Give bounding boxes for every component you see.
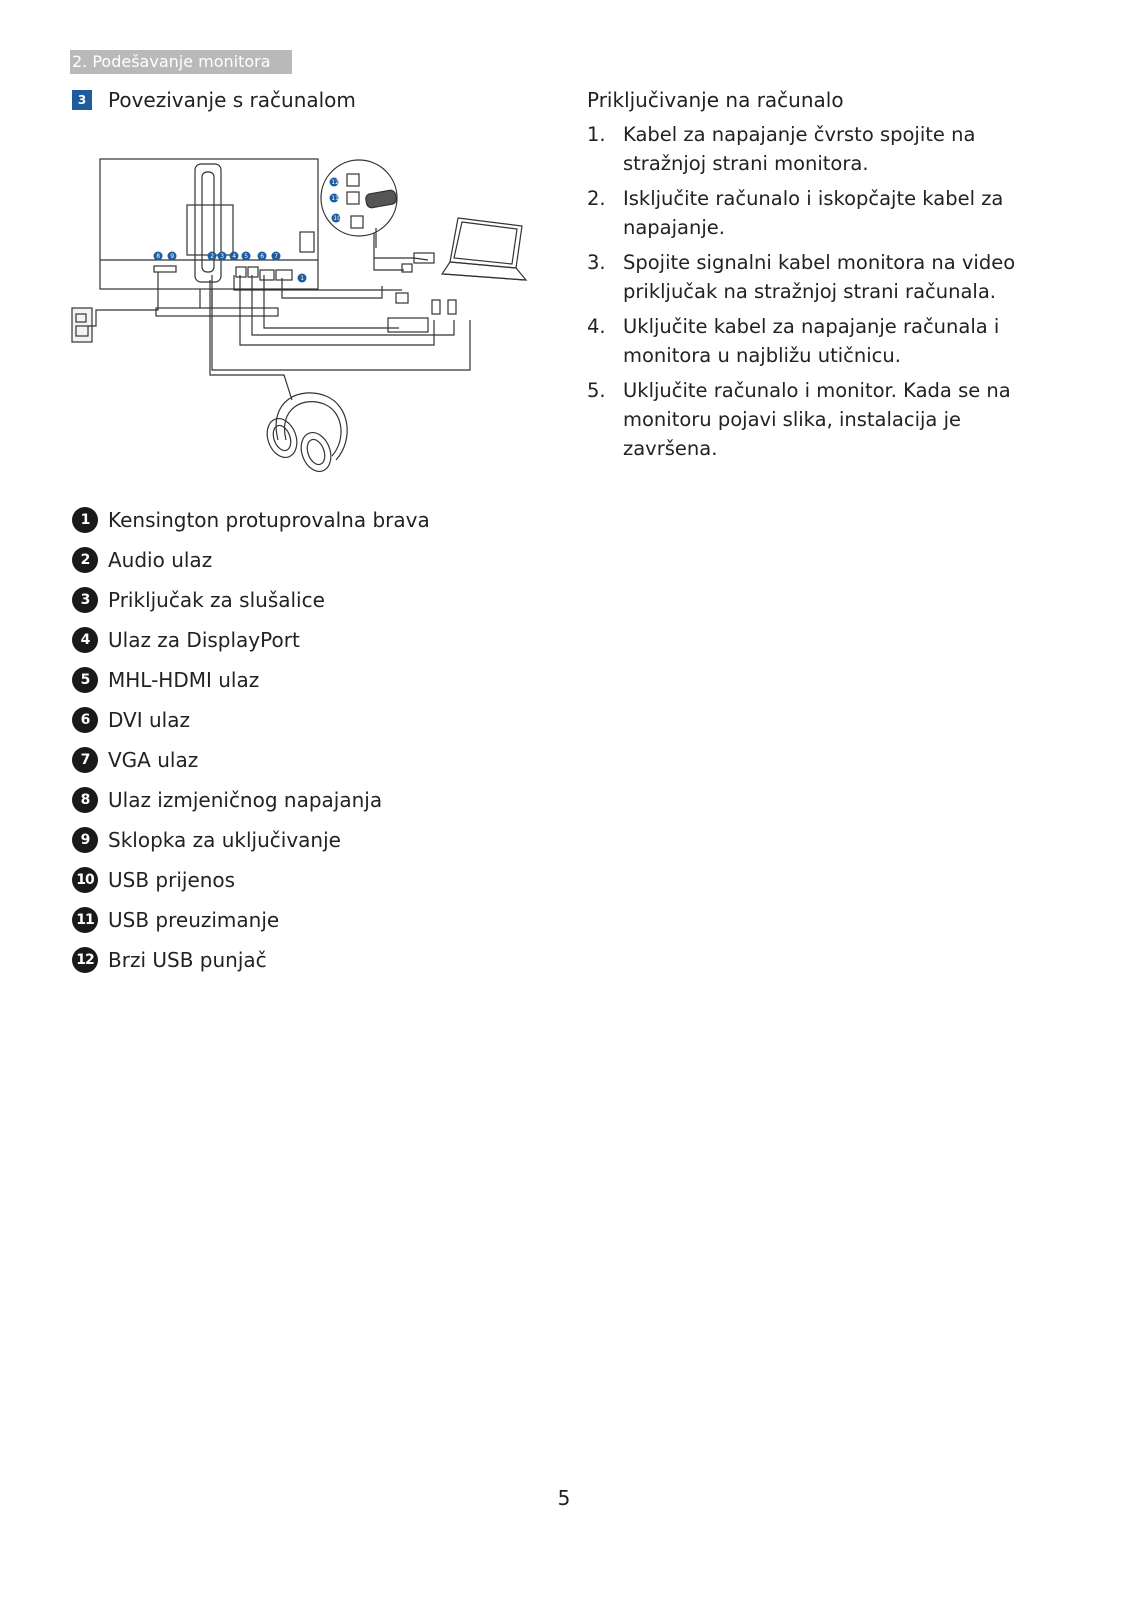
legend-number: 10 bbox=[72, 867, 98, 893]
legend-label: Audio ulaz bbox=[108, 548, 213, 572]
step-text: Kabel za napajanje čvrsto spojite na stražnjoj strani monitora. bbox=[623, 123, 976, 175]
connect-title: Priključivanje na računalo bbox=[587, 88, 844, 112]
port-legend bbox=[72, 500, 430, 980]
callout-10: 10 bbox=[333, 215, 341, 222]
headphones-drawing bbox=[262, 393, 347, 476]
page-number: 5 bbox=[557, 1486, 571, 1510]
step-item bbox=[587, 248, 1047, 306]
legend-number: 4 bbox=[72, 627, 98, 653]
legend-number: 12 bbox=[72, 947, 98, 973]
section-header-tab: 2. Podešavanje monitora bbox=[70, 50, 292, 74]
list-item bbox=[72, 700, 430, 740]
list-item bbox=[72, 540, 430, 580]
legend-number: 3 bbox=[72, 587, 98, 613]
legend-number: 5 bbox=[72, 667, 98, 693]
legend-label: Ulaz izmjeničnog napajanja bbox=[108, 788, 383, 812]
section-number-badge: 3 bbox=[72, 90, 92, 110]
step-number: 2. bbox=[587, 187, 606, 210]
callout-9: 9 bbox=[170, 253, 175, 260]
laptop bbox=[442, 218, 526, 280]
callout-4: 4 bbox=[232, 253, 237, 260]
legend-label: Kensington protuprovalna brava bbox=[108, 508, 430, 532]
legend-number: 6 bbox=[72, 707, 98, 733]
callout-6: 6 bbox=[260, 253, 265, 260]
list-item bbox=[72, 500, 430, 540]
legend-number: 7 bbox=[72, 747, 98, 773]
legend-number: 1 bbox=[72, 507, 98, 533]
section-title bbox=[72, 88, 356, 112]
callout-1: 1 bbox=[300, 275, 305, 282]
step-number: 3. bbox=[587, 251, 606, 274]
callout-3: 3 bbox=[220, 253, 225, 260]
legend-label: Priključak za slušalice bbox=[108, 588, 325, 612]
step-text: Spojite signalni kabel monitora na video priključak na stražnjoj strani računala. bbox=[623, 251, 1016, 303]
legend-label: DVI ulaz bbox=[108, 708, 190, 732]
callout-11: 11 bbox=[331, 195, 339, 202]
step-item bbox=[587, 376, 1047, 463]
list-item bbox=[72, 820, 430, 860]
legend-label: USB preuzimanje bbox=[108, 908, 280, 932]
legend-number: 11 bbox=[72, 907, 98, 933]
legend-number: 8 bbox=[72, 787, 98, 813]
list-item bbox=[72, 580, 430, 620]
connection-diagram bbox=[64, 150, 534, 480]
step-item bbox=[587, 184, 1047, 242]
monitor-stand-column bbox=[195, 164, 221, 282]
list-item bbox=[72, 940, 430, 980]
callout-5: 5 bbox=[244, 253, 249, 260]
list-item bbox=[72, 660, 430, 700]
legend-label: VGA ulaz bbox=[108, 748, 199, 772]
callout-12: 12 bbox=[331, 179, 339, 186]
legend-label: Sklopka za uključivanje bbox=[108, 828, 341, 852]
wall-outlet bbox=[72, 308, 92, 342]
step-number: 4. bbox=[587, 315, 606, 338]
step-number: 1. bbox=[587, 123, 606, 146]
callout-8: 8 bbox=[156, 253, 161, 260]
callout-7: 7 bbox=[274, 253, 279, 260]
list-item bbox=[72, 740, 430, 780]
step-item bbox=[587, 312, 1047, 370]
monitor-base bbox=[156, 308, 278, 316]
step-text: Uključite kabel za napajanje računala i monitora u najbližu utičnicu. bbox=[623, 315, 1000, 367]
list-item bbox=[72, 860, 430, 900]
step-text: Isključite računalo i iskopčajte kabel za napajanje. bbox=[623, 187, 1004, 239]
connect-steps bbox=[587, 120, 1047, 469]
callout-2: 2 bbox=[210, 253, 215, 260]
list-item bbox=[72, 900, 430, 940]
legend-label: MHL-HDMI ulaz bbox=[108, 668, 260, 692]
step-number: 5. bbox=[587, 379, 606, 402]
legend-label: USB prijenos bbox=[108, 868, 236, 892]
section-title-text: Povezivanje s računalom bbox=[108, 88, 356, 112]
list-item bbox=[72, 780, 430, 820]
legend-label: Ulaz za DisplayPort bbox=[108, 628, 300, 652]
step-item bbox=[587, 120, 1047, 178]
list-item bbox=[72, 620, 430, 660]
step-text: Uključite računalo i monitor. Kada se na monitoru pojavi slika, instalacija je završena. bbox=[623, 379, 1011, 460]
legend-label: Brzi USB punjač bbox=[108, 948, 267, 972]
legend-number: 9 bbox=[72, 827, 98, 853]
legend-number: 2 bbox=[72, 547, 98, 573]
